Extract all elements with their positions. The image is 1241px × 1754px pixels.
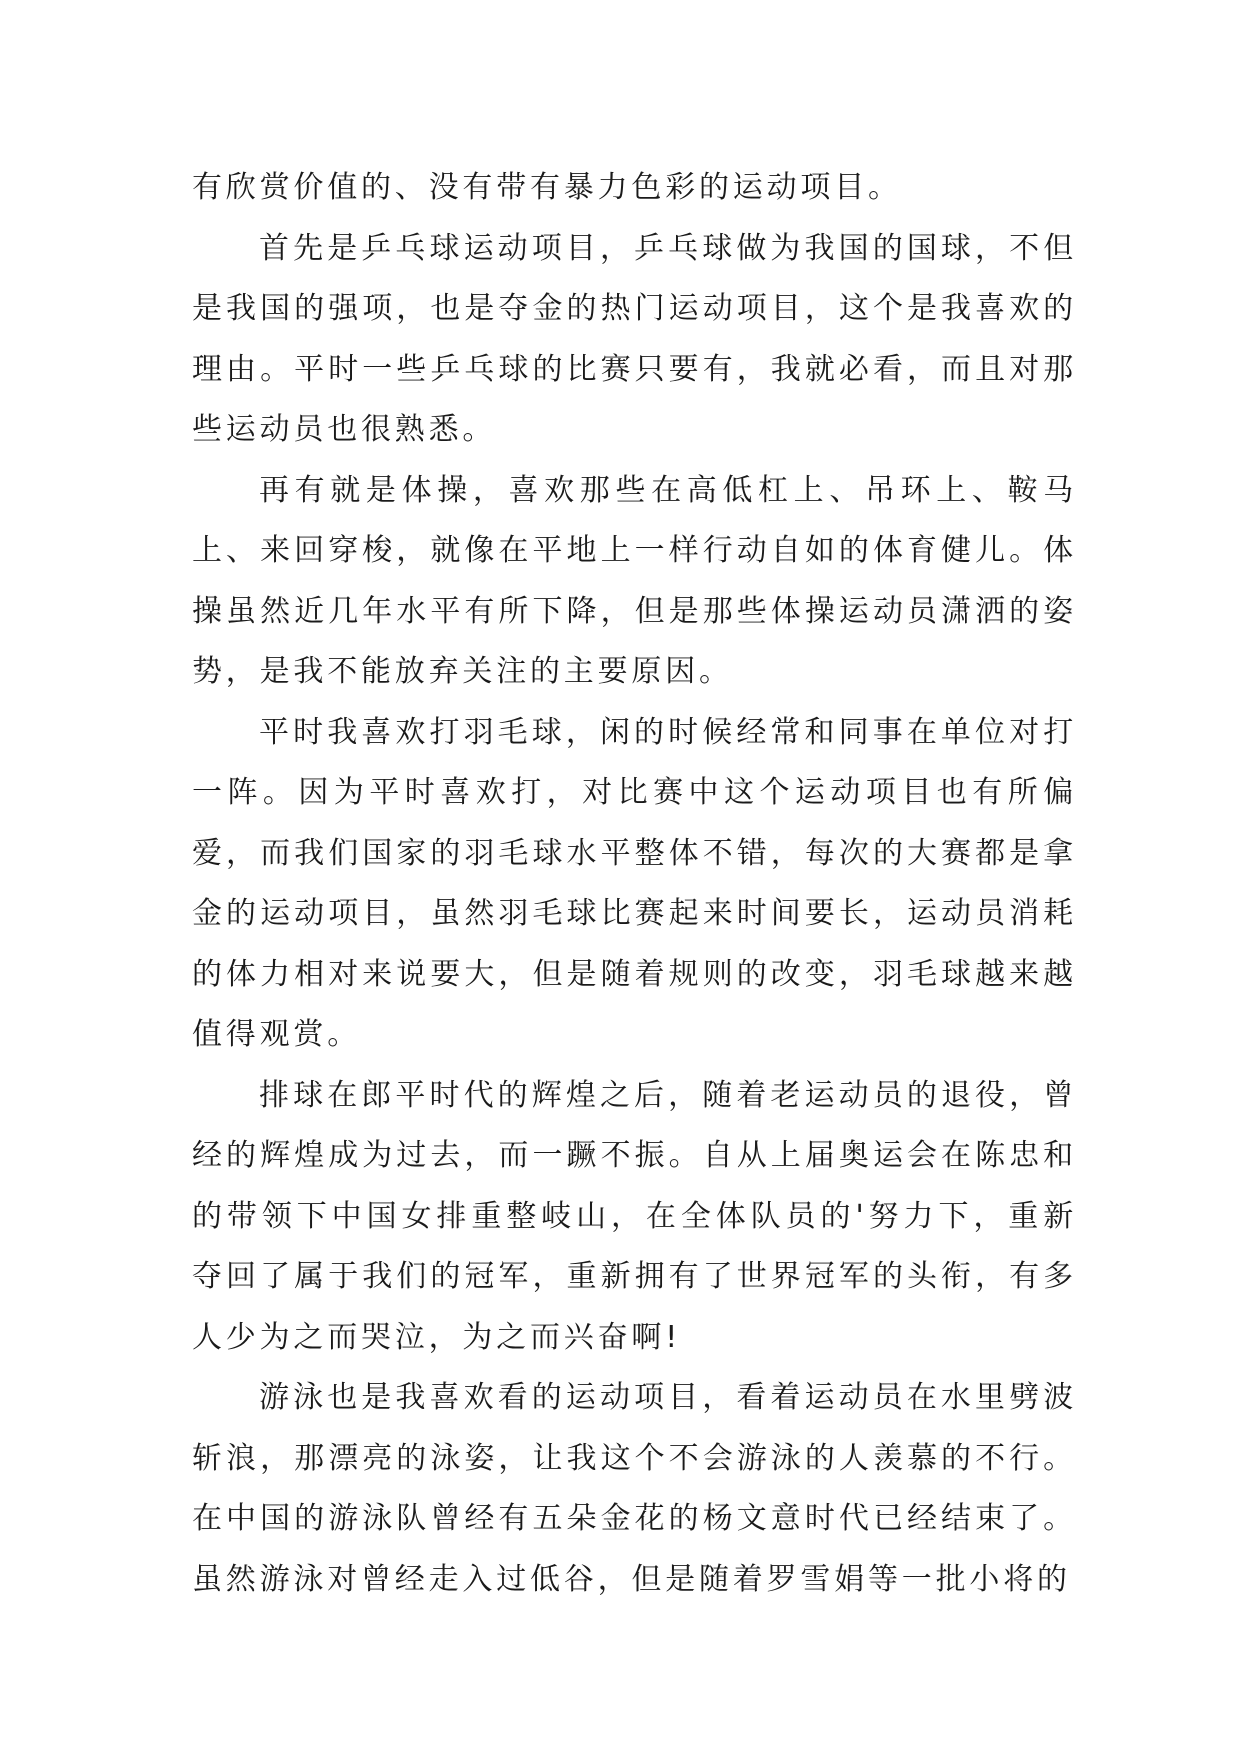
paragraph-6: 游泳也是我喜欢看的运动项目，看着运动员在水里劈波斩浪，那漂亮的泳姿，让我这个不会游泳的人羡慕的不行。在中国的游泳队曾经有五朵金花的杨文意时代已经结束了。虽然游泳对曾经走入过低谷，但是随着罗雪娟等一批小将的 [192, 1380, 1077, 1597]
document-body [192, 158, 1077, 1610]
paragraph-5: 排球在郎平时代的辉煌之后，随着老运动员的退役，曾经的辉煌成为过去，而一蹶不振。自从上届奥运会在陈忠和的带领下中国女排重整岐山，在全体队员的'努力下，重新夺回了属于我们的冠军，重新拥有了世界冠军的头衔，有多人少为之而哭泣，为之而兴奋啊! [192, 1077, 1077, 1355]
paragraph-2: 首先是乒乓球运动项目，乒乓球做为我国的国球，不但是我国的强项，也是夺金的热门运动项目，这个是我喜欢的理由。平时一些乒乓球的比赛只要有，我就必看，而且对那些运动员也很熟悉。 [192, 230, 1077, 447]
paragraph-1: 有欣赏价值的、没有带有暴力色彩的运动项目。 [192, 170, 902, 205]
paragraph-4: 平时我喜欢打羽毛球，闲的时候经常和同事在单位对打一阵。因为平时喜欢打，对比赛中这个运动项目也有所偏爱，而我们国家的羽毛球水平整体不错，每次的大赛都是拿金的运动项目，虽然羽毛球比赛起来时间要长，运动员消耗的体力相对来说要大，但是随着规则的改变，羽毛球越来越值得观赏。 [192, 714, 1077, 1052]
paragraph-3: 再有就是体操，喜欢那些在高低杠上、吊环上、鞍马上、来回穿梭，就像在平地上一样行动自如的体育健儿。体操虽然近几年水平有所下降，但是那些体操运动员潇洒的姿势，是我不能放弃关注的主要原因。 [192, 472, 1077, 689]
